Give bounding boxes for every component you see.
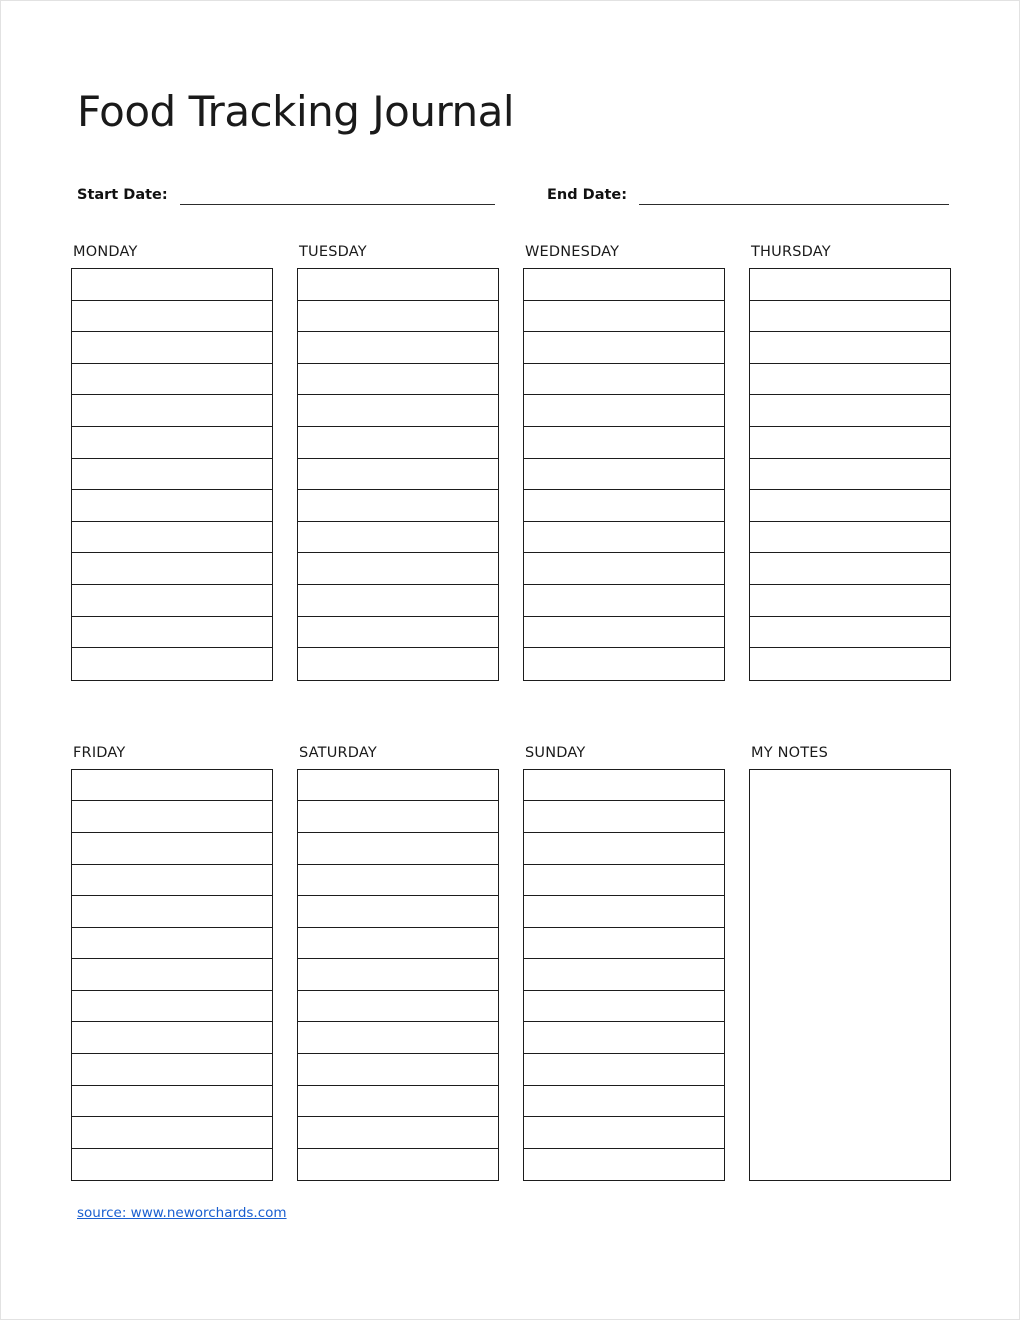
entry-line[interactable] [524,991,724,1023]
entry-line[interactable] [750,459,950,491]
entry-line[interactable] [72,865,272,897]
entry-box-tuesday[interactable] [297,268,499,681]
entry-box-thursday[interactable] [749,268,951,681]
entry-line[interactable] [298,865,498,897]
entry-line[interactable] [298,648,498,680]
entry-line[interactable] [524,459,724,491]
entry-line[interactable] [72,959,272,991]
entry-line[interactable] [72,1054,272,1086]
entry-line[interactable] [72,770,272,802]
day-column-thursday [749,244,951,681]
entry-box-sunday[interactable] [523,769,725,1182]
entry-line[interactable] [72,1086,272,1118]
entry-line[interactable] [524,928,724,960]
entry-line[interactable] [298,801,498,833]
entry-line[interactable] [298,1117,498,1149]
notes-box[interactable] [749,769,951,1181]
days-row-second [71,745,951,1182]
entry-line[interactable] [524,364,724,396]
entry-line[interactable] [298,490,498,522]
day-column-sunday [523,745,725,1182]
entry-line[interactable] [298,269,498,301]
entry-line[interactable] [72,427,272,459]
entry-line[interactable] [72,833,272,865]
entry-box-monday[interactable] [71,268,273,681]
entry-line[interactable] [72,269,272,301]
entry-line[interactable] [750,269,950,301]
entry-line[interactable] [750,364,950,396]
day-column-friday [71,745,273,1182]
entry-line[interactable] [72,553,272,585]
entry-line[interactable] [524,1117,724,1149]
day-label-monday: MONDAY [73,244,138,260]
entry-line[interactable] [72,332,272,364]
entry-line[interactable] [524,648,724,680]
entry-line[interactable] [524,490,724,522]
notes-label: MY NOTES [751,744,829,761]
entry-line[interactable] [298,301,498,333]
entry-line[interactable] [524,896,724,928]
entry-line[interactable] [524,1149,724,1181]
entry-line[interactable] [298,1054,498,1086]
day-column-wednesday [523,244,725,681]
entry-line[interactable] [524,522,724,554]
entry-line[interactable] [72,801,272,833]
notes-column [749,745,951,1182]
entry-line[interactable] [524,959,724,991]
entry-line[interactable] [72,585,272,617]
entry-line[interactable] [72,395,272,427]
entry-box-friday[interactable] [71,769,273,1182]
end-date-input[interactable] [639,184,949,205]
day-label-wednesday: WEDNESDAY [525,244,620,260]
entry-line[interactable] [72,364,272,396]
entry-line[interactable] [72,1117,272,1149]
entry-line[interactable] [298,459,498,491]
entry-line[interactable] [298,522,498,554]
entry-line[interactable] [750,585,950,617]
entry-line[interactable] [298,928,498,960]
entry-line[interactable] [72,648,272,680]
start-date-input[interactable] [180,184,495,205]
entry-line[interactable] [72,896,272,928]
entry-line[interactable] [298,991,498,1023]
entry-line[interactable] [524,427,724,459]
entry-line[interactable] [72,617,272,649]
page-title: Food Tracking Journal [77,87,515,136]
entry-line[interactable] [750,332,950,364]
entry-line[interactable] [298,770,498,802]
start-date-field[interactable] [77,179,495,205]
entry-line[interactable] [750,553,950,585]
entry-line[interactable] [750,490,950,522]
entry-line[interactable] [298,364,498,396]
entry-line[interactable] [298,1086,498,1118]
entry-line[interactable] [298,896,498,928]
entry-line[interactable] [524,801,724,833]
days-grid [71,244,951,1181]
day-label-saturday: SATURDAY [299,744,377,761]
entry-line[interactable] [524,617,724,649]
entry-line[interactable] [72,459,272,491]
entry-box-wednesday[interactable] [523,268,725,681]
entry-line[interactable] [750,648,950,680]
day-column-tuesday [297,244,499,681]
entry-line[interactable] [524,1022,724,1054]
entry-line[interactable] [524,553,724,585]
entry-line[interactable] [524,269,724,301]
day-column-monday [71,244,273,681]
entry-line[interactable] [524,770,724,802]
entry-line[interactable] [298,959,498,991]
entry-line[interactable] [750,617,950,649]
end-date-label: End Date: [547,187,628,203]
day-label-tuesday: TUESDAY [299,244,367,260]
entry-line[interactable] [524,1086,724,1118]
entry-box-saturday[interactable] [297,769,499,1182]
entry-line[interactable] [524,833,724,865]
entry-line[interactable] [298,833,498,865]
days-row-first [71,244,951,681]
entry-line[interactable] [298,1149,498,1181]
entry-line[interactable] [298,617,498,649]
entry-line[interactable] [298,395,498,427]
entry-line[interactable] [750,301,950,333]
entry-line[interactable] [524,865,724,897]
entry-line[interactable] [524,585,724,617]
start-date-label: Start Date: [77,187,168,203]
entry-line[interactable] [72,991,272,1023]
entry-line[interactable] [298,332,498,364]
entry-line[interactable] [298,1022,498,1054]
entry-line[interactable] [72,522,272,554]
entry-line[interactable] [72,1149,272,1181]
entry-line[interactable] [524,332,724,364]
entry-line[interactable] [750,522,950,554]
entry-line[interactable] [72,490,272,522]
source-link[interactable]: source: www.neworchards.com [77,1205,287,1221]
entry-line[interactable] [750,427,950,459]
entry-line[interactable] [72,928,272,960]
entry-line[interactable] [72,301,272,333]
entry-line[interactable] [298,553,498,585]
date-range-row [77,179,949,205]
entry-line[interactable] [72,1022,272,1054]
entry-line[interactable] [298,427,498,459]
day-column-saturday [297,745,499,1182]
entry-line[interactable] [524,1054,724,1086]
day-label-thursday: THURSDAY [751,244,831,260]
entry-line[interactable] [750,395,950,427]
entry-line[interactable] [298,585,498,617]
entry-line[interactable] [524,395,724,427]
end-date-field[interactable] [547,179,949,205]
day-label-friday: FRIDAY [73,744,126,761]
day-label-sunday: SUNDAY [525,744,586,761]
entry-line[interactable] [524,301,724,333]
